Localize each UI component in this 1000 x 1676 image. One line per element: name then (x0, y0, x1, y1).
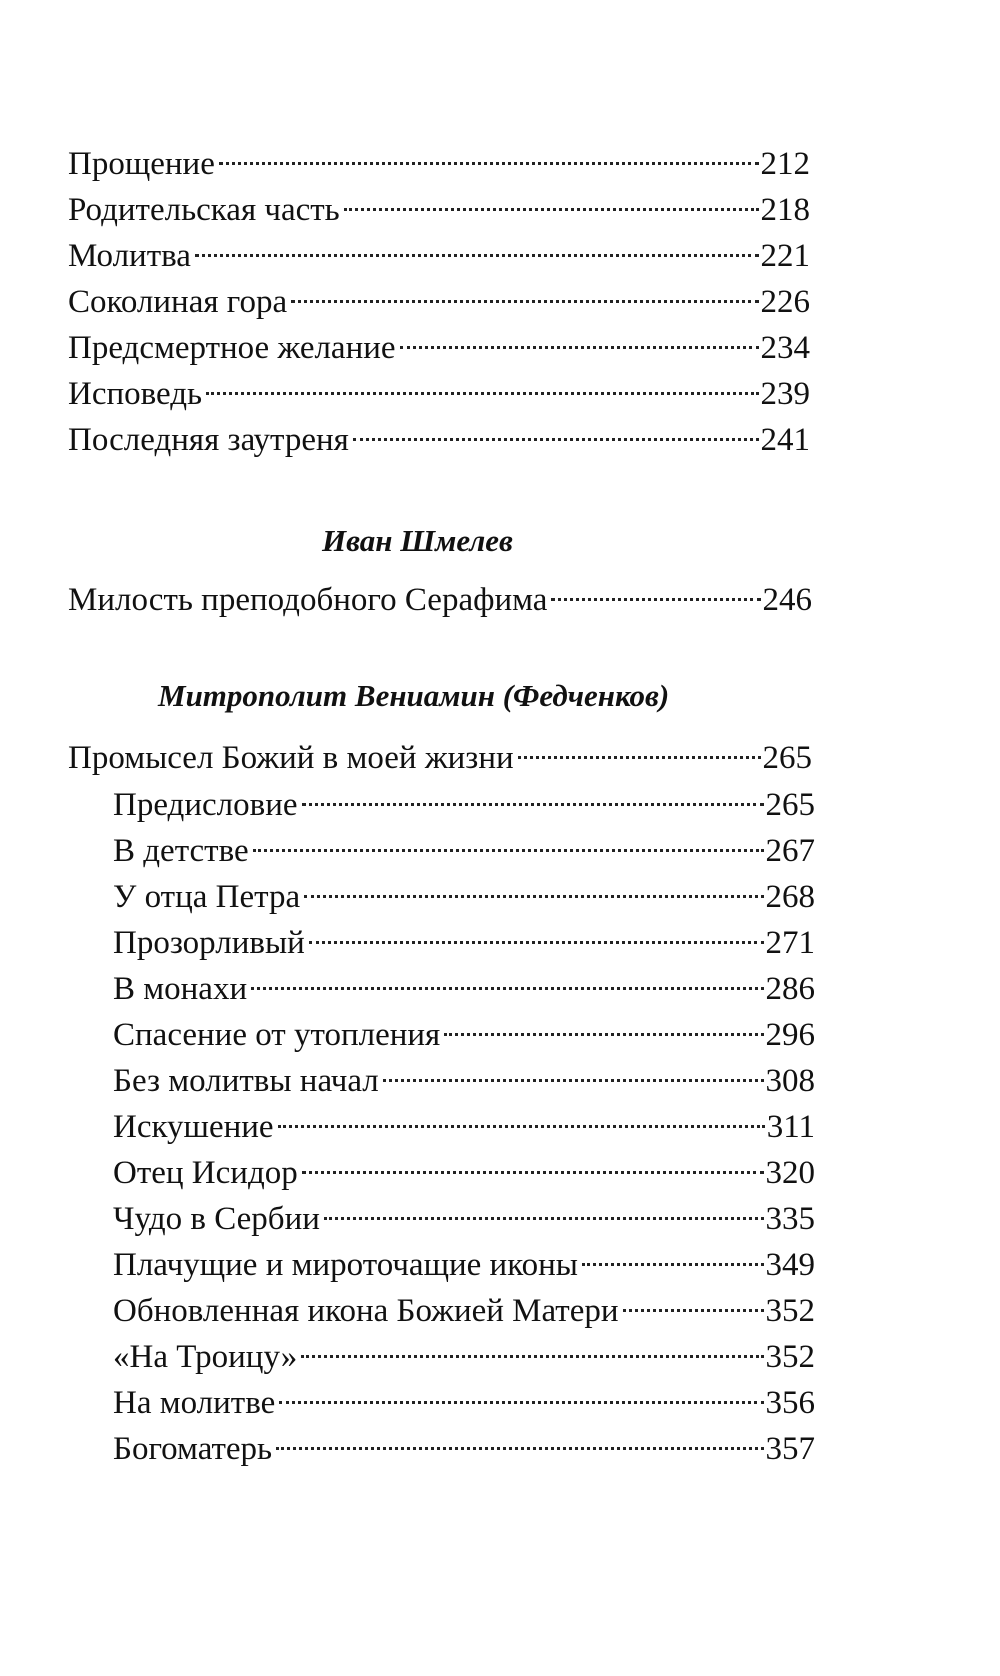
toc-entry-page: 212 (760, 146, 810, 182)
toc-entry-page: 221 (760, 238, 810, 274)
dot-leader (276, 1419, 763, 1459)
toc-entry-title: «На Троицу» (113, 1339, 298, 1375)
toc-entry (68, 318, 810, 366)
dot-leader (383, 1051, 764, 1091)
toc-entry-page: 352 (765, 1339, 815, 1375)
dot-leader (518, 728, 761, 768)
dot-leader (309, 913, 764, 953)
toc-entry-title: Молитва (68, 238, 191, 274)
toc-entry-title: Предисловие (113, 787, 298, 823)
toc-sub-entry (113, 1419, 815, 1467)
toc-entry (68, 570, 812, 618)
dot-leader (195, 226, 759, 266)
toc-sub-entry (113, 1327, 815, 1375)
toc-entry-title: Обновленная икона Божией Матери (113, 1293, 619, 1329)
dot-leader (301, 1327, 763, 1367)
toc-entry-title: Прощение (68, 146, 215, 182)
toc-entry-page: 296 (765, 1017, 815, 1053)
toc-entry-page: 239 (760, 376, 810, 412)
toc-sub-entry (113, 1097, 815, 1145)
dot-leader (251, 959, 763, 999)
toc-entry (68, 180, 810, 228)
toc-entry-page: 308 (765, 1063, 815, 1099)
toc-entry-page: 246 (762, 582, 812, 618)
toc-entry-page: 349 (765, 1247, 815, 1283)
toc-entry (68, 272, 810, 320)
dot-leader (324, 1189, 764, 1229)
dot-leader (279, 1373, 763, 1413)
dot-leader (302, 775, 764, 815)
toc-entry-page: 286 (765, 971, 815, 1007)
toc-entry-page: 265 (762, 740, 812, 776)
toc-sub-entry (113, 1373, 815, 1421)
toc-entry-page: 357 (765, 1431, 815, 1467)
toc-entry-title: Последняя заутреня (68, 422, 349, 458)
toc-entry-title: Отец Исидор (113, 1155, 298, 1191)
toc-entry-title: Предсмертное желание (68, 330, 396, 366)
toc-sub-entry (113, 775, 815, 823)
toc-entry-page: 335 (765, 1201, 815, 1237)
toc-entry-title: Милость преподобного Серафима (68, 582, 548, 618)
dot-leader (444, 1005, 763, 1045)
toc-entry-title: Искушение (113, 1109, 274, 1145)
toc-entry-title: Богоматерь (113, 1431, 273, 1467)
dot-leader (291, 272, 758, 312)
toc-entry-page: 352 (765, 1293, 815, 1329)
dot-leader (278, 1097, 765, 1137)
toc-entry-title: В монахи (113, 971, 248, 1007)
toc-entry-title: Без молитвы начал (113, 1063, 379, 1099)
dot-leader (551, 570, 760, 610)
toc-entry-title: Чудо в Сербии (113, 1201, 320, 1237)
dot-leader (623, 1281, 764, 1321)
dot-leader (219, 134, 759, 174)
toc-entry-page: 271 (765, 925, 815, 961)
toc-entry-title: Спасение от утопления (113, 1017, 441, 1053)
toc-sub-entry (113, 1143, 815, 1191)
author-heading: Митрополит Вениамин (Федченков) (158, 678, 670, 713)
toc-entry-title: Соколиная гора (68, 284, 288, 320)
toc-entry (68, 226, 810, 274)
toc-entry-page: 320 (765, 1155, 815, 1191)
toc-main-entry (68, 728, 812, 776)
toc-entry (68, 410, 810, 458)
toc-entry-page: 241 (760, 422, 810, 458)
toc-entry-page: 267 (765, 833, 815, 869)
toc-entry-title: У отца Петра (113, 879, 301, 915)
dot-leader (304, 867, 763, 907)
toc-entry-title: Плачущие и мироточащие иконы (113, 1247, 578, 1283)
toc-entry-page: 311 (766, 1109, 815, 1145)
toc-sub-entry (113, 867, 815, 915)
dot-leader (206, 364, 758, 404)
toc-entry-title: Промысел Божий в моей жизни (68, 740, 514, 776)
toc-sub-entry (113, 1235, 815, 1283)
dot-leader (400, 318, 759, 358)
dot-leader (302, 1143, 764, 1183)
toc-sub-entry (113, 913, 815, 961)
toc-sub-entry (113, 1281, 815, 1329)
dot-leader (344, 180, 759, 220)
toc-entry-title: В детстве (113, 833, 249, 869)
toc-entry-page: 234 (760, 330, 810, 366)
toc-entry-page: 226 (760, 284, 810, 320)
dot-leader (582, 1235, 764, 1275)
toc-entry-page: 218 (760, 192, 810, 228)
toc-entry-title: Прозорливый (113, 925, 305, 961)
toc-entry-title: На молитве (113, 1385, 276, 1421)
toc-sub-entry (113, 1051, 815, 1099)
toc-entry-page: 356 (765, 1385, 815, 1421)
author-heading: Иван Шмелев (322, 523, 513, 558)
toc-entry-page: 265 (765, 787, 815, 823)
toc-entry-title: Родительская часть (68, 192, 340, 228)
toc-entry-page: 268 (765, 879, 815, 915)
dot-leader (253, 821, 764, 861)
toc-sub-entry (113, 959, 815, 1007)
toc-entry (68, 134, 810, 182)
toc-sub-entry (113, 1189, 815, 1237)
toc-entry (68, 364, 810, 412)
toc-entry-title: Исповедь (68, 376, 203, 412)
toc-sub-entry (113, 821, 815, 869)
toc-sub-entry (113, 1005, 815, 1053)
dot-leader (353, 410, 759, 450)
